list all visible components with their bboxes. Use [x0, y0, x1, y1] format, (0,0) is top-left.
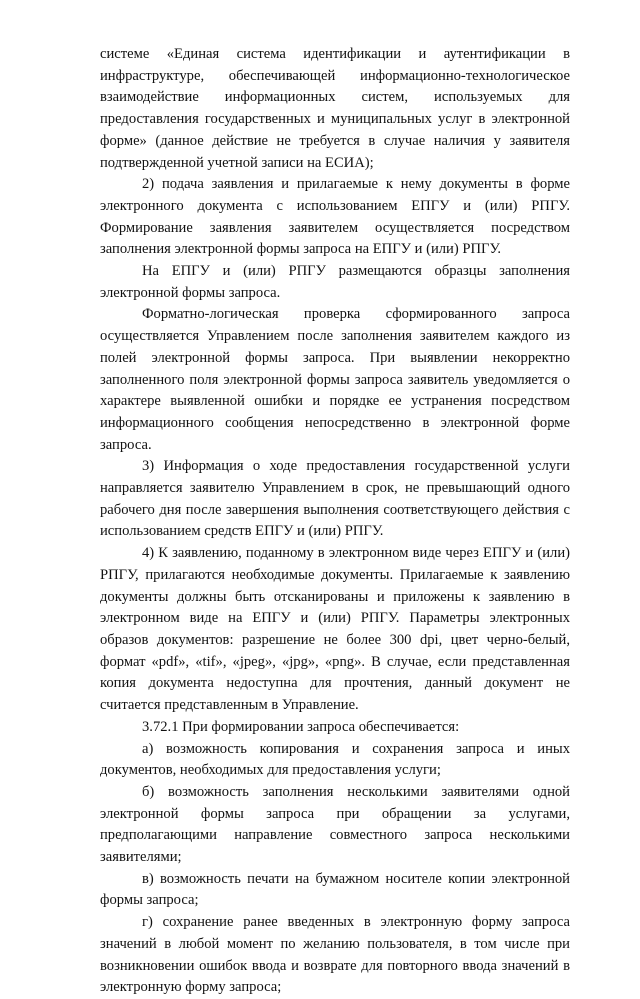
- paragraph-item-4-attachments: 4) К заявлению, поданному в электронном виде через ЕПГУ и (или) РПГУ, прилагаются необходимые документы. Прилагаемые к заявлению документы должны быть отсканированы и приложены к заявлению в электронном виде на ЕПГУ и (или) РПГУ. Параметры электронных образов документов: разрешение не более 300 dpi, цвет черно-белый, формат «pdf», «tif», «jpeg», «jpg», «png». В случае, если представленная копия документа недоступна для прочтения, данный документ не считается представленным в Управление.: [100, 545, 570, 714]
- paragraph-subitem-v: в) возможность печати на бумажном носителе копии электронной формы запроса;: [100, 870, 570, 909]
- paragraph-subitem-a: а) возможность копирования и сохранения запроса и иных документов, необходимых для предоставления услуги;: [100, 740, 570, 779]
- paragraph-item-3-progress-info: 3) Информация о ходе предоставления государственной услуги направляется заявителю Управлением в срок, не превышающий одного рабочего дня после завершения выполнения соответствующего действия с использованием средств ЕПГУ и (или) РПГУ.: [100, 458, 570, 540]
- paragraph-subitem-g: г) сохранение ранее введенных в электронную форму запроса значений в любой момент по желанию пользователя, в том числе при возникновении ошибок ввода и возврате для повторного ввода значений в электронную форму запроса;: [100, 914, 570, 996]
- paragraph-esia-continuation: системе «Единая система идентификации и аутентификации в инфраструктуре, обеспечивающей информационно-технологическое взаимодействие информационных систем, используемых для предоставления государственных и муниципальных услуг в электронной форме» (данное действие не требуется в случае наличия у заявителя подтвержденной учетной записи на ЕСИА);: [100, 46, 570, 171]
- paragraph-format-logic-check: Форматно-логическая проверка сформированного запроса осуществляется Управлением после заполнения заявителем каждого из полей электронной формы запроса. При выявлении некорректно заполненного поля электронной формы запроса заявитель уведомляется о характере выявленной ошибки и порядке ее устранения посредством информационного сообщения непосредственно в электронной форме запроса.: [100, 306, 570, 453]
- paragraph-section-3-72-1: 3.72.1 При формировании запроса обеспечивается:: [142, 718, 460, 735]
- paragraph-subitem-b: б) возможность заполнения несколькими заявителями одной электронной формы запроса при обращении за услугами, предполагающими направление совместного запроса несколькими заявителями;: [100, 783, 570, 866]
- paragraph-item-2-submission: 2) подача заявления и прилагаемые к нему документы в форме электронного документа с использованием ЕПГУ и (или) РПГУ. Формирование заявления заявителем осуществляется посредством заполнения электронной формы запроса на ЕПГУ и (или) РПГУ.: [100, 176, 570, 258]
- paragraph-form-samples: На ЕПГУ и (или) РПГУ размещаются образцы заполнения электронной формы запроса.: [100, 263, 570, 301]
